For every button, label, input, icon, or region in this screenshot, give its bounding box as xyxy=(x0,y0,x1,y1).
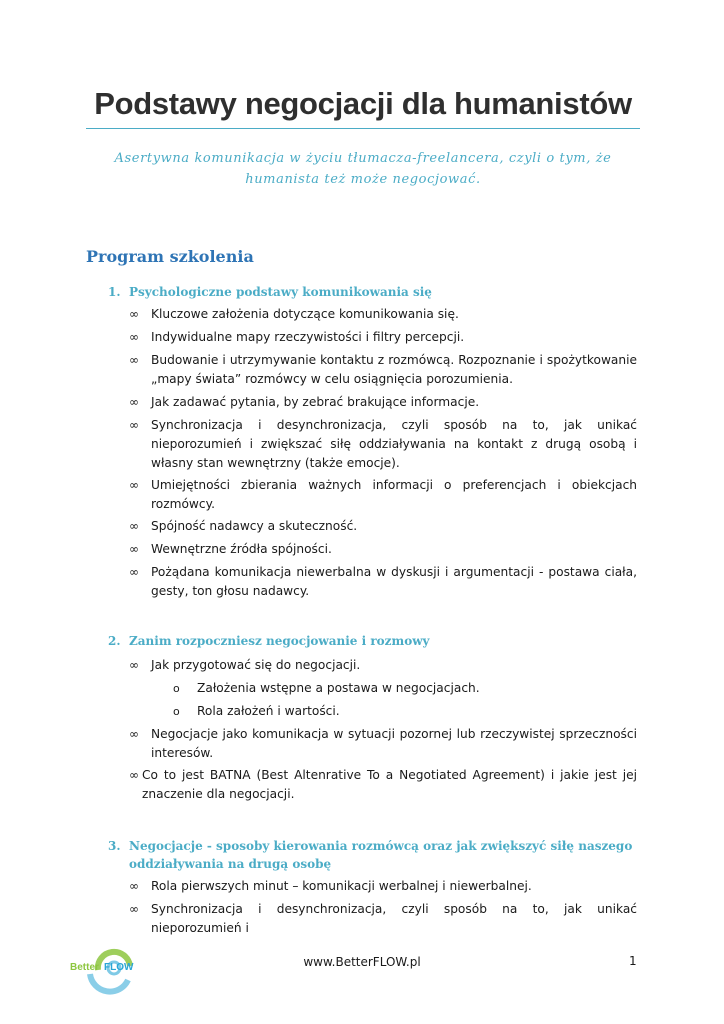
infinity-bullet-icon: ∞ xyxy=(129,519,139,533)
section-1-title-text: Psychologiczne podstawy komunikowania się xyxy=(129,285,432,299)
program-heading: Program szkolenia xyxy=(86,247,254,266)
list-item: ∞ Pożądana komunikacja niewerbalna w dyskusji i argumentacji - postawa ciała, gesty, ton głosu nadawcy. xyxy=(129,565,637,598)
list-item: ∞ Negocjacje jako komunikacja w sytuacji pozornej lub rzeczywistej sprzeczności interesów. xyxy=(129,727,637,760)
list-item: ∞ Rola pierwszych minut – komunikacji werbalnej i niewerbalnej. xyxy=(151,877,637,896)
title-underline xyxy=(86,128,640,129)
infinity-bullet-icon: ∞ xyxy=(129,478,139,492)
infinity-bullet-icon: ∞ xyxy=(129,542,139,556)
circle-bullet-icon: o xyxy=(173,705,180,718)
section-1-title xyxy=(108,283,432,301)
section-1-number: 1. xyxy=(108,285,121,299)
section-3-title xyxy=(108,837,632,873)
betterflow-logo xyxy=(68,940,148,1000)
list-item: ∞ Umiejętności zbierania ważnych informacji o preferencjach i obiekcjach rozmówcy. xyxy=(129,478,637,511)
section-3-number: 3. xyxy=(108,839,121,853)
logo-text-flow: FLOW xyxy=(104,962,134,973)
infinity-bullet-icon: ∞ xyxy=(129,879,139,893)
list-item: ∞ Co to jest BATNA (Best Altenrative To a Negotiated Agreement) i jakie jest jej znaczenie dla negocjacji. xyxy=(129,768,637,801)
infinity-bullet-icon: ∞ xyxy=(129,307,139,321)
page-number: 1 xyxy=(629,954,637,968)
list-item: ∞ Synchronizacja i desynchronizacja, czyli sposób na to, jak unikać nieporozumień i zwiększać siłę oddziaływania na kontakt z drugą osobą i własny stan wewnętrzny (także emocje). xyxy=(129,418,637,470)
list-item: ∞ Synchronizacja i desynchronizacja, czyli sposób na to, jak unikać nieporozumień i xyxy=(129,902,637,935)
logo-text-better: Better xyxy=(70,962,99,973)
section-3-title-line1: Negocjacje - sposoby kierowania rozmówcą oraz jak zwiększyć siłę naszego xyxy=(129,839,633,853)
sub-list-item: o Założenia wstępne a postawa w negocjacjach. xyxy=(197,679,480,698)
logo-swirl-icon xyxy=(68,940,148,1000)
document-subtitle: Asertywna komunikacja w życiu tłumacza-freelancera, czyli o tym, że humanista też może negocjować. xyxy=(114,151,612,187)
sub-list-item: o Rola założeń i wartości. xyxy=(197,702,340,721)
section-2-title-text: Zanim rozpoczniesz negocjowanie i rozmowy xyxy=(129,634,430,648)
infinity-bullet-icon: ∞ xyxy=(129,768,139,782)
infinity-bullet-icon: ∞ xyxy=(129,727,139,741)
infinity-bullet-icon: ∞ xyxy=(129,418,139,432)
list-item: ∞ Spójność nadawcy a skuteczność. xyxy=(151,517,637,536)
infinity-bullet-icon: ∞ xyxy=(129,330,139,344)
infinity-bullet-icon: ∞ xyxy=(129,353,139,367)
list-item: ∞ Jak przygotować się do negocjacji. xyxy=(151,656,637,675)
section-2-number: 2. xyxy=(108,634,121,648)
section-3-title-line2: oddziaływania na drugą osobę xyxy=(129,857,332,871)
circle-bullet-icon: o xyxy=(173,682,180,695)
infinity-bullet-icon: ∞ xyxy=(129,658,139,672)
list-item: ∞ Budowanie i utrzymywanie kontaktu z rozmówcą. Rozpoznanie i spożytkowanie „mapy świata” rozmówcy w celu osiągnięcia porozumienia. xyxy=(129,353,637,386)
infinity-bullet-icon: ∞ xyxy=(129,395,139,409)
footer-url: www.BetterFLOW.pl xyxy=(303,955,421,969)
infinity-bullet-icon: ∞ xyxy=(129,902,139,916)
section-2-title xyxy=(108,632,430,650)
list-item: ∞ Kluczowe założenia dotyczące komunikowania się. xyxy=(151,305,637,324)
list-item: ∞ Wewnętrzne źródła spójności. xyxy=(151,540,637,559)
list-item: ∞ Indywidualne mapy rzeczywistości i filtry percepcji. xyxy=(151,328,637,347)
infinity-bullet-icon: ∞ xyxy=(129,565,139,579)
document-title: Podstawy negocjacji dla humanistów xyxy=(94,86,632,121)
list-item: ∞ Jak zadawać pytania, by zebrać brakujące informacje. xyxy=(151,393,637,412)
